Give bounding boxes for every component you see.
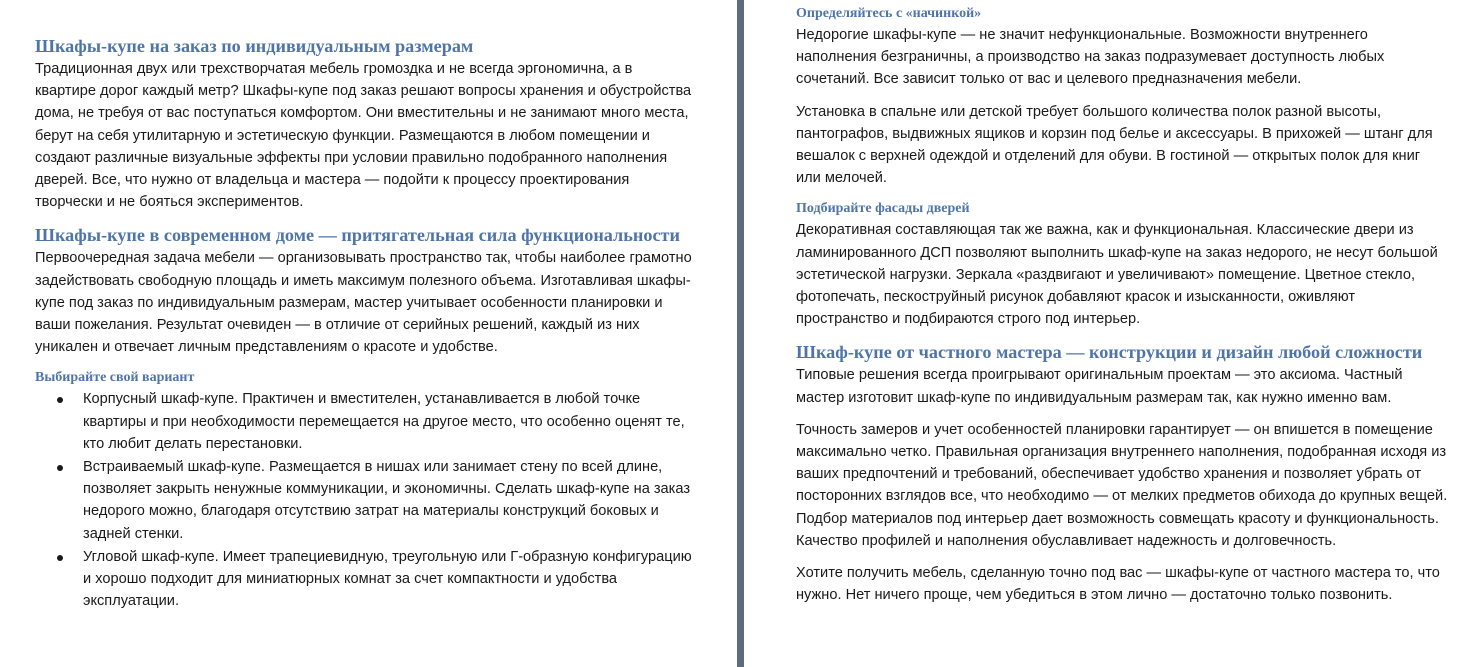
left-paragraph-functionality: Первоочередная задача мебели — организовывать пространство так, чтобы наиболее грамотно задействовать свободную площадь и иметь максимум полезного объема. Изготавливая шкафы-купе под заказ по индивидуальным размерам, мастер учитывает особенности планировки и ваши пожелания. Результат очевиден — в отличие от серийных решений, каждый из них уникален и отвечает личным представлениям о красоте и удобстве. (35, 250, 692, 356)
bullet-icon (57, 397, 63, 403)
list-item-text: Встраиваемый шкаф-купе. Размещается в нишах или занимает стену по всей длине, позволяет закрыть ненужные коммуникации, и экономичны. Сделать шкаф-купе на заказ недорого можно, благодаря отсутствию затрат на материалы конструкций боковых и задней стенки. (83, 459, 691, 542)
right-subheading-door-facades: Подбирайте фасады дверей (796, 201, 970, 217)
list-item-corner-wardrobe (83, 546, 697, 613)
right-paragraph-call-to-action: Хотите получить мебель, сделанную точно под вас — шкафы-купе от частного мастера то, что нужно. Нет ничего проще, чем убедиться в этом лично — достаточно только позвонить. (796, 565, 1440, 604)
right-paragraph-rooms: Установка в спальне или детской требует большого количества полок разной высоты, пантографов, выдвижных ящиков и корзин под белье и аксессуары. В прихожей — штанг для вешалок с верхней одеждой и отделений для обуви. В гостиной — открытых полок для книг или мелочей. (796, 103, 1433, 187)
right-paragraph-axiom: Типовые решения всегда проигрывают оригинальным проектам — это аксиома. Частный мастер изготовит шкаф-купе по индивидуальным размерам так, как нужно именно вам. (796, 367, 1403, 406)
left-subheading-choose-variant: Выбирайте свой вариант (35, 370, 195, 386)
bullet-icon (57, 465, 63, 471)
left-heading-modern-home: Шкафы-купе в современном доме — притягательная сила функциональности (35, 225, 680, 246)
list-item-text: Корпусный шкаф-купе. Практичен и вместителен, устанавливается в любой точке квартиры и при необходимости перемещается на другое место, что особенно оценят те, кто любит делать перестановки. (83, 391, 685, 452)
right-subheading-filling: Определяйтесь с «начинкой» (796, 6, 982, 21)
left-heading-custom-wardrobes: Шкафы-купе на заказ по индивидуальным размерам (35, 36, 474, 56)
right-paragraph-facades: Декоративная составляющая так же важна, как и функциональная. Классические двери из ламинированного ДСП позволяют выполнить шкаф-купе на заказ недорого, не несут большой эстетической нагрузки. Зеркала «раздвигают и увеличивают» помещение. Цветное стекло, фотопечать, пескоструйный рисунок добавляют красок и изысканности, оживляют пространство и подбираются строго под интерьер. (796, 222, 1438, 328)
right-heading-private-master: Шкаф-купе от частного мастера — конструкции и дизайн любой сложности (796, 342, 1423, 363)
list-item-text: Угловой шкаф-купе. Имеет трапециевидную, треугольную или Г-образную конфигурацию и хорошо подходит для миниатюрных комнат за счет компактности и удобства эксплуатации. (83, 548, 692, 610)
right-paragraph-filling: Недорогие шкафы-купе — не значит нефункциональные. Возможности внутреннего наполнения безграничны, а производство на заказ подразумевает доступность любых сочетаний. Все зависит только от вас и целевого предназначения мебели. (796, 27, 1385, 88)
list-item-cabinet-wardrobe (83, 388, 697, 455)
left-page (0, 0, 737, 667)
wardrobe-types-list (35, 388, 697, 612)
right-page (744, 0, 1478, 667)
list-item-built-in-wardrobe (83, 456, 697, 545)
bullet-icon (57, 555, 63, 561)
left-paragraph-intro: Традиционная двух или трехстворчатая мебель громоздка и не всегда эргономична, а в квартире дорог каждый метр? Шкафы-купе под заказ решают вопросы хранения и обустройства дома, не требуя от вас поступаться комфортом. Они вместительны и не занимают много места, берут на себя утилитарную и эстетическую функции. Размещаются в любом помещении и создают различные визуальные эффекты при условии правильно подобранного наполнения дверей. Все, что нужно от владельца и мастера — подойти к процессу проектирования творчески и не бояться экспериментов. (35, 61, 692, 211)
right-paragraph-precision: Точность замеров и учет особенностей планировки гарантирует — он впишется в помещение максимально четко. Правильная организация внутреннего наполнения, подобранная исходя из ваших предпочтений и требований, обеспечивает удобство хранения и позволяет убрать от посторонних взглядов все, что необходимо — от мелких предметов обихода до крупных вещей. Подбор материалов под интерьер дает возможность совмещать красоту и функциональность. Качество профилей и наполнения обуславливает надежность и долговечность. (796, 421, 1448, 549)
page-divider (737, 0, 744, 667)
